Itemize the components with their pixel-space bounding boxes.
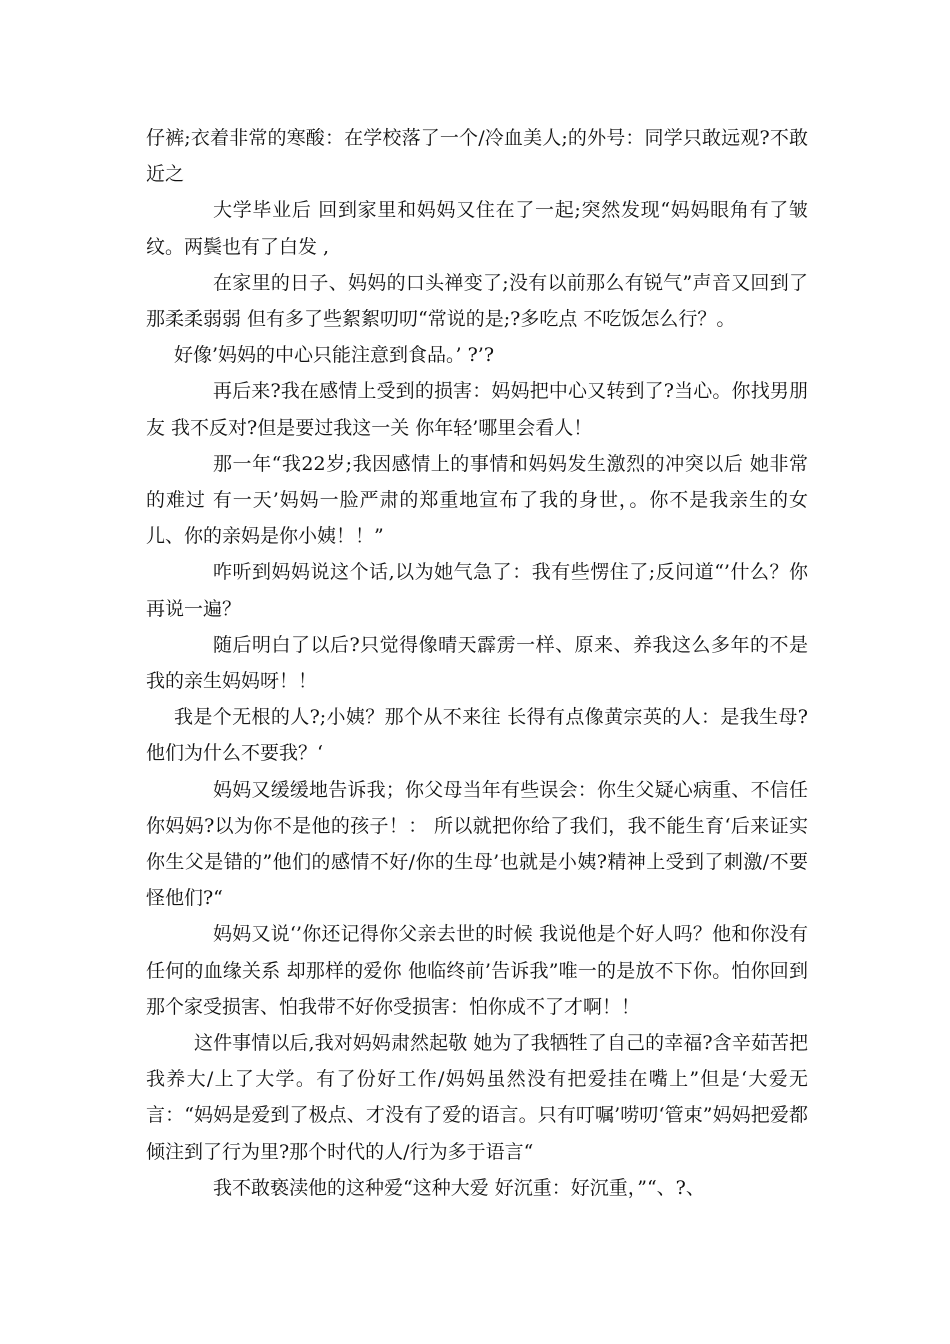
paragraph: 我是个无根的人?;小姨？那个从不来往 长得有点像黄宗英的人：是我生母?他们为什么不要我？‘: [146, 706, 808, 765]
paragraph: 妈妈又说‘’你还记得你父亲去世的时候 我说他是个好人吗？他和你没有任何的血缘关系 却那样的爱你 他临终前’告诉我”唯一的是放不下你。怕你回到那个家受损害、怕我带不好你受损害：怕你成不了才啊！！: [146, 923, 808, 1018]
body-text: [146, 120, 808, 1206]
paragraph: 在家里的日子、妈妈的口头禅变了;没有以前那么有锐气”声音又回到了那柔柔弱弱 但有多了些絮絮叨叨“常说的是;?多吃点 不吃饭怎么行？。: [146, 271, 808, 331]
paragraph: 咋听到妈妈说这个话,以为她气急了：我有些愣住了;反问道“’什么？你再说一遍？: [146, 561, 808, 620]
paragraph: 大学毕业后 回到家里和妈妈又住在了一起;突然发现“妈妈眼角有了皱纹。两鬓也有了白发 ,: [146, 199, 808, 258]
paragraph: 那一年“我22岁;我因感情上的事情和妈妈发生激烈的冲突以后 她非常的难过 有一天’妈妈一脸严肃的郑重地宣布了我的身世，。你不是我亲生的女儿、你的亲妈是你小姨！！”: [146, 452, 808, 548]
paragraph: 妈妈又缓缓地告诉我；你父母当年有些误会：你生父疑心病重、不信任你妈妈?以为你不是他的孩子！： 所以就把你给了我们，我不能生育‘后来证实你生父是错的”他们的感情不好/你的生母’也就是小姨?精神上受到了刺激/不要怪他们?“: [146, 778, 808, 910]
paragraph: 这件事情以后,我对妈妈肃然起敬 她为了我牺牲了自己的幸福?含辛茹苦把我养大/上了大学。有了份好工作/妈妈虽然没有把爱挂在嘴上”但是‘大爱无言：“妈妈是爱到了极点、才没有了爱的语言。只有叮嘱’唠叨‘管束”妈妈把爱都倾注到了行为里?那个时代的人/行为多于语言“: [146, 1032, 808, 1163]
paragraph: 随后明白了以后?只觉得像晴天霹雳一样、原来、养我这么多年的不是我的亲生妈妈呀！！: [146, 633, 808, 693]
paragraph: 好像’妈妈的中心只能注意到食品。’ ?’?: [174, 344, 495, 367]
paragraph: 我不敢亵渎他的这种爱“这种大爱 好沉重：好沉重，”“、?、: [213, 1176, 705, 1199]
paragraph: 再后来?我在感情上受到的损害：妈妈把中心又转到了?当心。你找男朋友 我不反对?但是要过我这一关 你年轻’哪里会看人！: [146, 380, 808, 439]
paragraph: 仔裤;衣着非常的寒酸：在学校落了一个/冷血美人;的外号：同学只敢远观?不敢近之: [146, 127, 808, 186]
